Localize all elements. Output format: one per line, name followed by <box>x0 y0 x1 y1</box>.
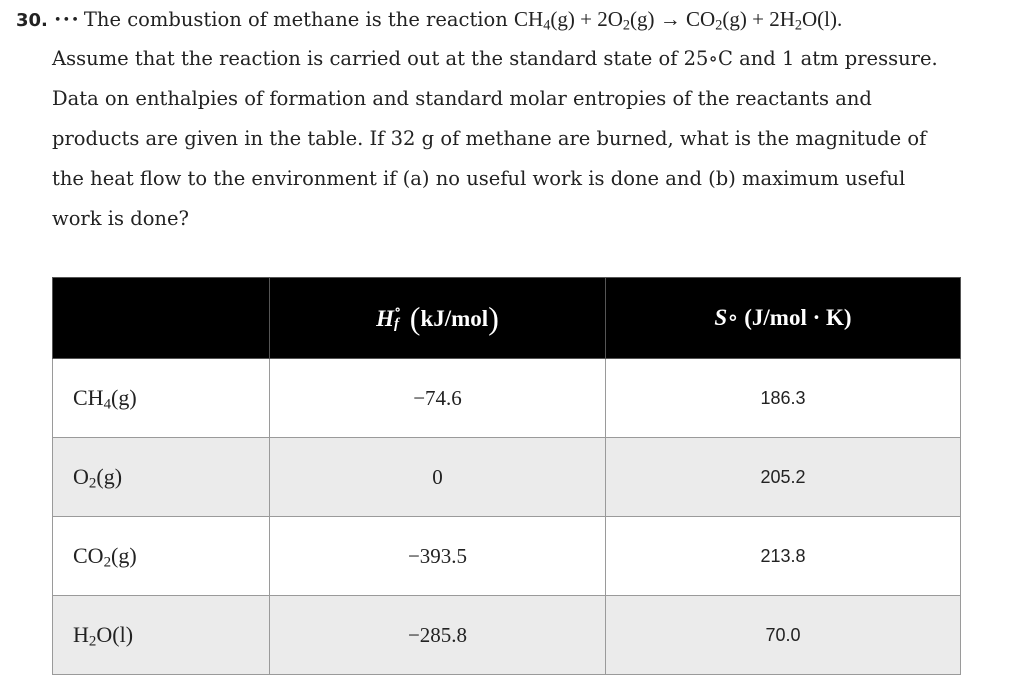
problem-intro-text: The combustion of methane is the reaction <box>83 8 508 31</box>
species-cell: $O_2(g)$ <box>53 438 270 517</box>
species-cell: $CH_4(g)$ <box>53 359 270 438</box>
problem-line-3: Data on enthalpies of formation and standard molar entropies of the reactants and <box>52 87 872 110</box>
problem-number: 30. <box>16 10 48 31</box>
table-row <box>53 359 961 438</box>
enthalpy-cell: 0 <box>270 438 606 517</box>
entropy-cell: 213.8 <box>606 517 961 596</box>
table-row <box>53 438 961 517</box>
enthalpy-cell: −74.6 <box>270 359 606 438</box>
enthalpy-cell: −285.8 <box>270 596 606 675</box>
table-row <box>53 596 961 675</box>
problem-line-6: work is done? <box>52 207 189 230</box>
problem-line-5: the heat flow to the environment if (a) no useful work is done and (b) maximum useful <box>52 167 906 190</box>
entropy-cell: 205.2 <box>606 438 961 517</box>
problem-statement <box>16 0 1006 240</box>
species-cell: $CO_2(g)$ <box>53 517 270 596</box>
species-cell: $H_2O(l)$ <box>53 596 270 675</box>
problem-line-2: Assume that the reaction is carried out at the standard state of 25∘C and 1 atm pressure. <box>52 47 938 70</box>
entropy-cell: 70.0 <box>606 596 961 675</box>
table-header-row <box>53 278 961 359</box>
thermo-data-table <box>52 277 961 675</box>
problem-line-1 <box>16 0 1006 40</box>
header-enthalpy: H ∘ f (kJ/mol) <box>270 278 606 359</box>
problem-line-4: products are given in the table. If 32 g of methane are burned, what is the magnitude of <box>52 127 927 150</box>
table-row <box>53 517 961 596</box>
enthalpy-cell: −393.5 <box>270 517 606 596</box>
reaction-equation: $CH_4(g) + 2O_2(g) \to CO_2(g) + 2H_2O(l)$. <box>514 7 843 34</box>
header-entropy: S∘ (J/mol · K) <box>606 278 961 359</box>
difficulty-dots: ••• <box>53 13 80 28</box>
header-species <box>53 278 270 359</box>
entropy-cell: 186.3 <box>606 359 961 438</box>
